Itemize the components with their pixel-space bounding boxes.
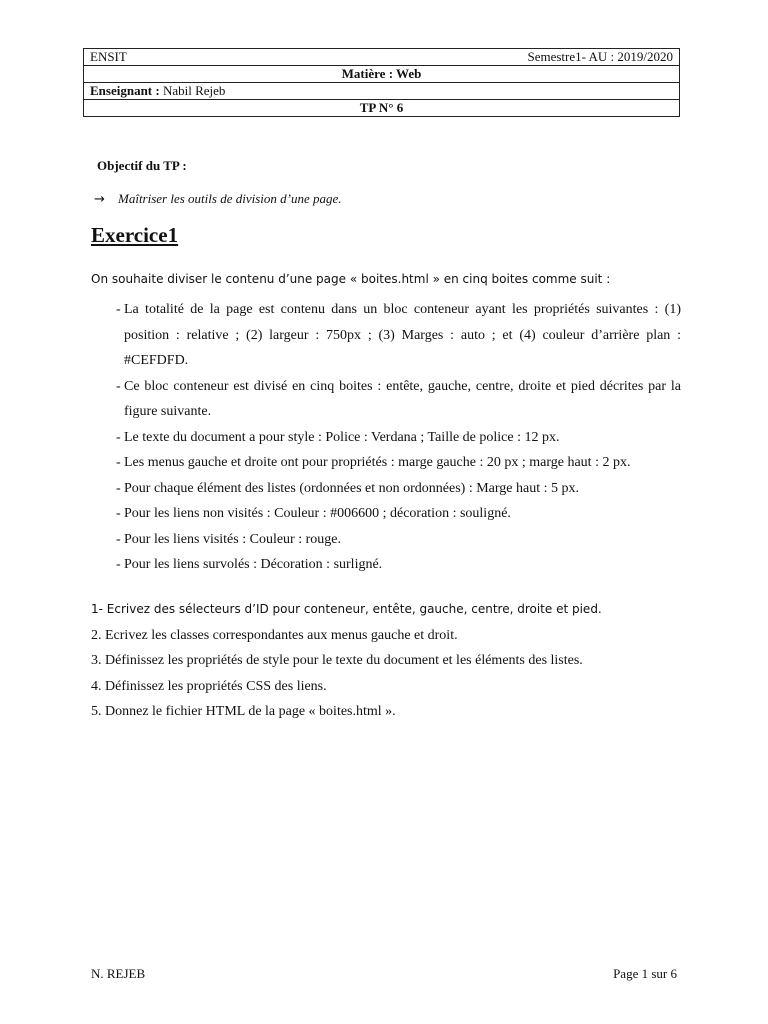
question-5: 5. Donnez le fichier HTML de la page « boites.html ».: [91, 704, 396, 719]
arrow-right-icon: →: [94, 192, 105, 207]
teacher-label: Enseignant :: [90, 83, 160, 98]
teacher-row: [84, 83, 680, 100]
list-item: - Les menus gauche et droite ont pour propriétés : marge gauche : 20 px ; marge haut : 2 px.: [116, 455, 631, 470]
list-item: - Le texte du document a pour style : Police : Verdana ; Taille de police : 12 px.: [116, 429, 560, 445]
question-2: 2. Ecrivez les classes correspondantes aux menus gauche et droit.: [91, 627, 458, 643]
list-item: - Ce bloc conteneur est divisé en cinq boites : entête, gauche, centre, droite et pied décrites par la figure suivante.: [116, 378, 681, 419]
objective-item: [94, 191, 342, 207]
header-table: [83, 48, 680, 117]
semester-label: Semestre1- AU : 2019/2020: [527, 49, 673, 64]
question-4: 4. Définissez les propriétés CSS des liens.: [91, 678, 327, 694]
tp-number: TP N° 6: [84, 100, 680, 117]
school-name: ENSIT: [90, 49, 127, 64]
exercise-title: Exercice1: [91, 223, 179, 247]
header-row-1: [84, 49, 680, 66]
exercise-intro: On souhaite diviser le contenu d’une page « boites.html » en cinq boites comme suit :: [91, 272, 611, 286]
footer-page-number: Page 1 sur 6: [613, 966, 677, 981]
list-item: - Pour les liens survolés : Décoration : surligné.: [116, 557, 383, 572]
list-item: - Pour les liens non visités : Couleur : #006600 ; décoration : souligné.: [116, 506, 511, 521]
questions-list: [91, 597, 681, 725]
requirements-list: [91, 297, 681, 578]
teacher-name: Nabil Rejeb: [159, 83, 226, 98]
list-item: - Pour chaque élément des listes (ordonnées et non ordonnées) : Marge haut : 5 px.: [116, 480, 580, 496]
question-3: 3. Définissez les propriétés de style pour le texte du document et les éléments des listes.: [91, 653, 583, 668]
question-1: 1- Ecrivez des sélecteurs d’ID pour conteneur, entête, gauche, centre, droite et pied.: [91, 602, 602, 616]
subject-label: Matière : Web: [84, 66, 680, 83]
footer-author: N. REJEB: [91, 966, 146, 981]
list-item: - Pour les liens visités : Couleur : rouge.: [116, 531, 341, 547]
list-item: - La totalité de la page est contenu dans un bloc conteneur ayant les propriétés suivantes : (1) position : relative ; (2) largeur : 750px ; (3) Marges : auto ; et (4) couleur d’arrière plan : #CEFDFD.: [116, 302, 681, 368]
objective-title: Objectif du TP :: [97, 158, 187, 173]
objective-text: Maîtriser les outils de division d’une page.: [118, 191, 342, 206]
